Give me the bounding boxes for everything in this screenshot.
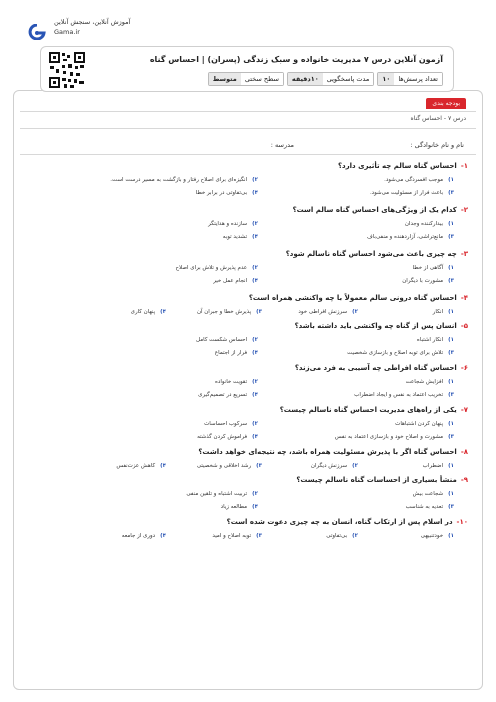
question-text: یکی از راه‌های مدیریت احساس گناه ناسالم چیست؟ <box>279 406 457 414</box>
question-number: ۱۰- <box>456 518 468 526</box>
option-text: تخریب اعتماد به نفس و ایجاد اضطراب <box>354 392 444 398</box>
question-text: احساس گناه اگر با پذیرش مسئولیت همراه باشد، چه نتیجه‌ای خواهد داشت؟ <box>198 448 457 456</box>
answer-option[interactable] <box>223 232 258 242</box>
option-text: بی‌تفاوتی <box>326 533 348 539</box>
question-stem <box>28 292 468 304</box>
answer-option[interactable] <box>197 307 262 317</box>
option-text: عدم پذیرش و تلاش برای اصلاح <box>175 265 248 271</box>
question-item <box>28 362 468 402</box>
option-text: افزایش شجاعت <box>405 379 444 385</box>
option-text: تسریع در تصمیم‌گیری <box>198 392 248 398</box>
option-number: ۳) <box>448 190 454 196</box>
gama-logo-icon <box>28 24 46 40</box>
question-number: ۹- <box>460 476 468 484</box>
option-text: رشد اخلاقی و شخصیتی <box>196 463 252 469</box>
answer-option[interactable] <box>384 175 454 185</box>
answer-option[interactable] <box>186 489 258 499</box>
question-item <box>28 404 468 444</box>
answer-option[interactable] <box>221 502 258 512</box>
meta-value: متوسط <box>209 73 241 85</box>
option-number: ۴) <box>252 278 258 284</box>
question-text: در اسلام پس از ارتکاب گناه، انسان به چه چیزی دعوت شده است؟ <box>226 518 453 526</box>
question-number: ۸- <box>460 448 468 456</box>
option-text: مانع‌تراشی، آزاردهنده و منفی‌باف <box>367 234 444 240</box>
question-text: احساس گناه سالم چه تأثیری دارد؟ <box>337 162 457 170</box>
option-text: خودتنبیهی <box>420 533 444 539</box>
answer-option[interactable] <box>110 175 258 185</box>
question-stem <box>28 516 468 528</box>
option-number: ۲) <box>352 533 358 539</box>
meta-difficulty <box>208 72 284 86</box>
option-number: ۳) <box>256 309 262 315</box>
option-number: ۴) <box>252 392 258 398</box>
answer-option[interactable] <box>131 307 166 317</box>
option-number: ۱) <box>448 309 454 315</box>
question-stem <box>28 446 468 458</box>
meta-label: سطح سختی <box>241 73 283 85</box>
option-text: دوری از جامعه <box>121 533 156 539</box>
option-text: مشورت و اصلاح خود و بازسازی اعتماد به نفس <box>334 434 444 440</box>
option-list <box>28 458 468 472</box>
divider <box>20 154 476 155</box>
option-list <box>28 486 468 514</box>
option-text: پذیرش خطا و جبران آن <box>196 309 252 315</box>
answer-option[interactable] <box>197 432 258 442</box>
meta-value: ۱۰دقیقه <box>288 73 323 85</box>
option-number: ۱) <box>448 337 454 343</box>
answer-option[interactable] <box>433 307 454 317</box>
question-stem <box>28 362 468 374</box>
option-text: انجام عمل خیر <box>213 278 248 284</box>
answer-option[interactable] <box>395 419 454 429</box>
answer-option[interactable] <box>298 307 358 317</box>
meta-duration <box>287 72 375 86</box>
option-text: تشدید توبه <box>222 234 248 240</box>
option-number: ۴) <box>160 463 166 469</box>
option-text: انکار <box>432 309 444 315</box>
option-text: توبه اصلاح و امید <box>212 533 252 539</box>
option-number: ۴) <box>252 350 258 356</box>
option-number: ۱) <box>448 463 454 469</box>
answer-option[interactable] <box>335 432 454 442</box>
option-number: ۳) <box>448 234 454 240</box>
option-number: ۳) <box>256 463 262 469</box>
answer-option[interactable] <box>406 502 454 512</box>
option-number: ۱) <box>448 221 454 227</box>
answer-option[interactable] <box>421 531 454 541</box>
option-list <box>28 172 468 200</box>
option-number: ۳) <box>448 392 454 398</box>
option-text: تربیت اشتباه و تلقین منفی <box>186 491 248 497</box>
brand-name: آموزش آنلاین، سنجش آنلاین <box>54 18 131 26</box>
question-number: ۶- <box>460 364 468 372</box>
answer-option[interactable] <box>215 377 258 387</box>
option-number: ۲) <box>252 221 258 227</box>
answer-option[interactable] <box>413 489 454 499</box>
question-item <box>28 160 468 200</box>
answer-option[interactable] <box>212 531 262 541</box>
answer-option[interactable] <box>406 377 454 387</box>
question-text: احساس گناه درونی سالم معمولاً با چه واکنشی همراه است؟ <box>248 294 457 302</box>
option-text: تلاش برای توبه اصلاح و بازسازی شخصیت <box>347 350 444 356</box>
option-text: باعث فرار از مسئولیت می‌شود. <box>369 190 444 196</box>
option-text: انکار اشتباه <box>416 337 444 343</box>
answer-option[interactable] <box>326 531 358 541</box>
option-text: تقویت خانواده <box>214 379 248 385</box>
exam-meta-row <box>208 72 443 86</box>
school-label: مدرسه : <box>270 141 294 149</box>
question-stem <box>28 160 468 172</box>
option-number: ۱) <box>448 421 454 427</box>
option-number: ۲) <box>352 463 358 469</box>
option-number: ۳) <box>448 350 454 356</box>
option-number: ۴) <box>252 504 258 510</box>
answer-option[interactable] <box>311 461 358 471</box>
answer-option[interactable] <box>213 276 258 286</box>
question-item <box>28 516 468 542</box>
option-list <box>28 416 468 444</box>
answer-option[interactable] <box>413 263 454 273</box>
question-number: ۱- <box>460 162 468 170</box>
option-text: شجاعت بیش <box>412 491 444 497</box>
divider <box>20 111 476 112</box>
option-list <box>28 304 468 318</box>
question-number: ۲- <box>460 206 468 214</box>
option-text: بیدارکننده وجدان <box>404 221 444 227</box>
question-stem <box>28 248 468 260</box>
question-item <box>28 320 468 360</box>
answer-option[interactable] <box>197 461 262 471</box>
option-text: سرزنش دیگران <box>310 463 348 469</box>
section-badge: بودجه بندی <box>426 98 466 109</box>
answer-option[interactable] <box>116 461 166 471</box>
option-list <box>28 260 468 288</box>
answer-option[interactable] <box>347 348 454 358</box>
option-list <box>28 332 468 360</box>
meta-question-count <box>377 72 443 86</box>
option-text: انگیزه‌ای برای اصلاح رفتار و بازگشت به مسیر درست است. <box>110 177 248 183</box>
question-number: ۵- <box>460 322 468 330</box>
student-name-label: نام و نام خانوادگی : <box>410 141 464 149</box>
answer-option[interactable] <box>423 461 454 471</box>
option-number: ۲) <box>352 309 358 315</box>
option-text: سرکوب احساسات <box>204 421 248 427</box>
option-text: کاهش عزت‌نفس <box>116 463 156 469</box>
option-number: ۳) <box>448 278 454 284</box>
option-text: تعدیه به شناسب <box>405 504 444 510</box>
meta-value: ۱۰ <box>378 73 394 85</box>
site-header <box>0 0 496 44</box>
option-text: مشورت با دیگران <box>402 278 444 284</box>
answer-option[interactable] <box>196 188 258 198</box>
option-number: ۱) <box>448 533 454 539</box>
question-text: انسان پس از گناه چه واکنشی باید داشته باشد؟ <box>294 322 457 330</box>
option-list <box>28 374 468 402</box>
answer-option[interactable] <box>176 263 259 273</box>
option-list <box>28 216 468 244</box>
option-text: آگاهی از خطا <box>412 265 444 271</box>
question-number: ۳- <box>460 250 468 258</box>
answer-option[interactable] <box>417 335 454 345</box>
option-text: فراموش کردن گذشته <box>197 434 248 440</box>
meta-label: تعداد پرسش‌ها <box>394 73 442 85</box>
option-text: مطالعه زیاد <box>220 504 248 510</box>
option-number: ۲) <box>252 491 258 497</box>
answer-option[interactable] <box>402 276 454 286</box>
option-number: ۱) <box>448 491 454 497</box>
answer-option[interactable] <box>354 390 454 400</box>
option-number: ۴) <box>160 533 166 539</box>
option-number: ۱) <box>448 177 454 183</box>
answer-option[interactable] <box>196 335 258 345</box>
option-number: ۴) <box>252 234 258 240</box>
option-text: بی‌تفاوتی در برابر خطا <box>195 190 248 196</box>
question-stem <box>28 320 468 332</box>
question-item <box>28 474 468 514</box>
option-number: ۲) <box>252 379 258 385</box>
brand-text <box>54 18 130 36</box>
option-text: فرار از اجتماع <box>214 350 248 356</box>
answer-option[interactable] <box>405 219 454 229</box>
answer-option[interactable] <box>122 531 166 541</box>
divider <box>20 128 476 129</box>
question-stem <box>28 474 468 486</box>
answer-option[interactable] <box>370 188 454 198</box>
answer-option[interactable] <box>208 219 258 229</box>
question-text: چه چیزی باعث می‌شود احساس گناه ناسالم شود؟ <box>285 250 457 258</box>
answer-option[interactable] <box>367 232 454 242</box>
option-number: ۳) <box>256 533 262 539</box>
answer-option[interactable] <box>198 390 258 400</box>
option-number: ۲) <box>252 177 258 183</box>
option-number: ۲) <box>252 421 258 427</box>
option-number: ۳) <box>448 434 454 440</box>
option-number: ۱) <box>448 379 454 385</box>
option-number: ۲) <box>252 265 258 271</box>
question-item <box>28 292 468 318</box>
option-text: پنهان کردن اشتباهات <box>395 421 444 427</box>
section-subtitle: درس ۷ - احساس گناه <box>410 115 466 122</box>
answer-option[interactable] <box>215 348 258 358</box>
option-text: سرزنش افراطی خود <box>298 309 348 315</box>
qr-code-icon <box>48 51 86 89</box>
student-info-row <box>44 141 464 149</box>
question-item <box>28 204 468 244</box>
option-text: پنهان کاری <box>130 309 156 315</box>
answer-option[interactable] <box>204 419 258 429</box>
brand-domain: Gama.ir <box>54 28 80 36</box>
option-text: اضطراب <box>422 463 444 469</box>
question-stem <box>28 404 468 416</box>
question-text: کدام یک از ویژگی‌های احساس گناه سالم است؟ <box>292 206 457 214</box>
option-number: ۴) <box>252 190 258 196</box>
option-number: ۴) <box>160 309 166 315</box>
question-number: ۷- <box>460 406 468 414</box>
question-stem <box>28 204 468 216</box>
exam-title: آزمون آنلاین درس ۷ مدیریت خانواده و سبک زندگی (پسران) | احساس گناه <box>149 55 443 64</box>
question-item <box>28 446 468 472</box>
question-text: منشأ بسیاری از احساسات گناه ناسالم چیست؟ <box>296 476 457 484</box>
option-list <box>28 528 468 542</box>
question-number: ۴- <box>460 294 468 302</box>
meta-label: مدت پاسخگویی <box>323 73 374 85</box>
option-number: ۲) <box>252 337 258 343</box>
option-number: ۳) <box>448 504 454 510</box>
question-text: احساس گناه افراطی چه آسیبی به فرد می‌زند؟ <box>294 364 457 372</box>
option-text: احساس شکست کامل <box>196 337 248 343</box>
option-number: ۴) <box>252 434 258 440</box>
option-text: سازنده و هدایتگر <box>208 221 248 227</box>
question-item <box>28 248 468 288</box>
option-text: موجب افسردگی می‌شود. <box>384 177 444 183</box>
exam-info-box <box>40 46 454 92</box>
option-number: ۱) <box>448 265 454 271</box>
